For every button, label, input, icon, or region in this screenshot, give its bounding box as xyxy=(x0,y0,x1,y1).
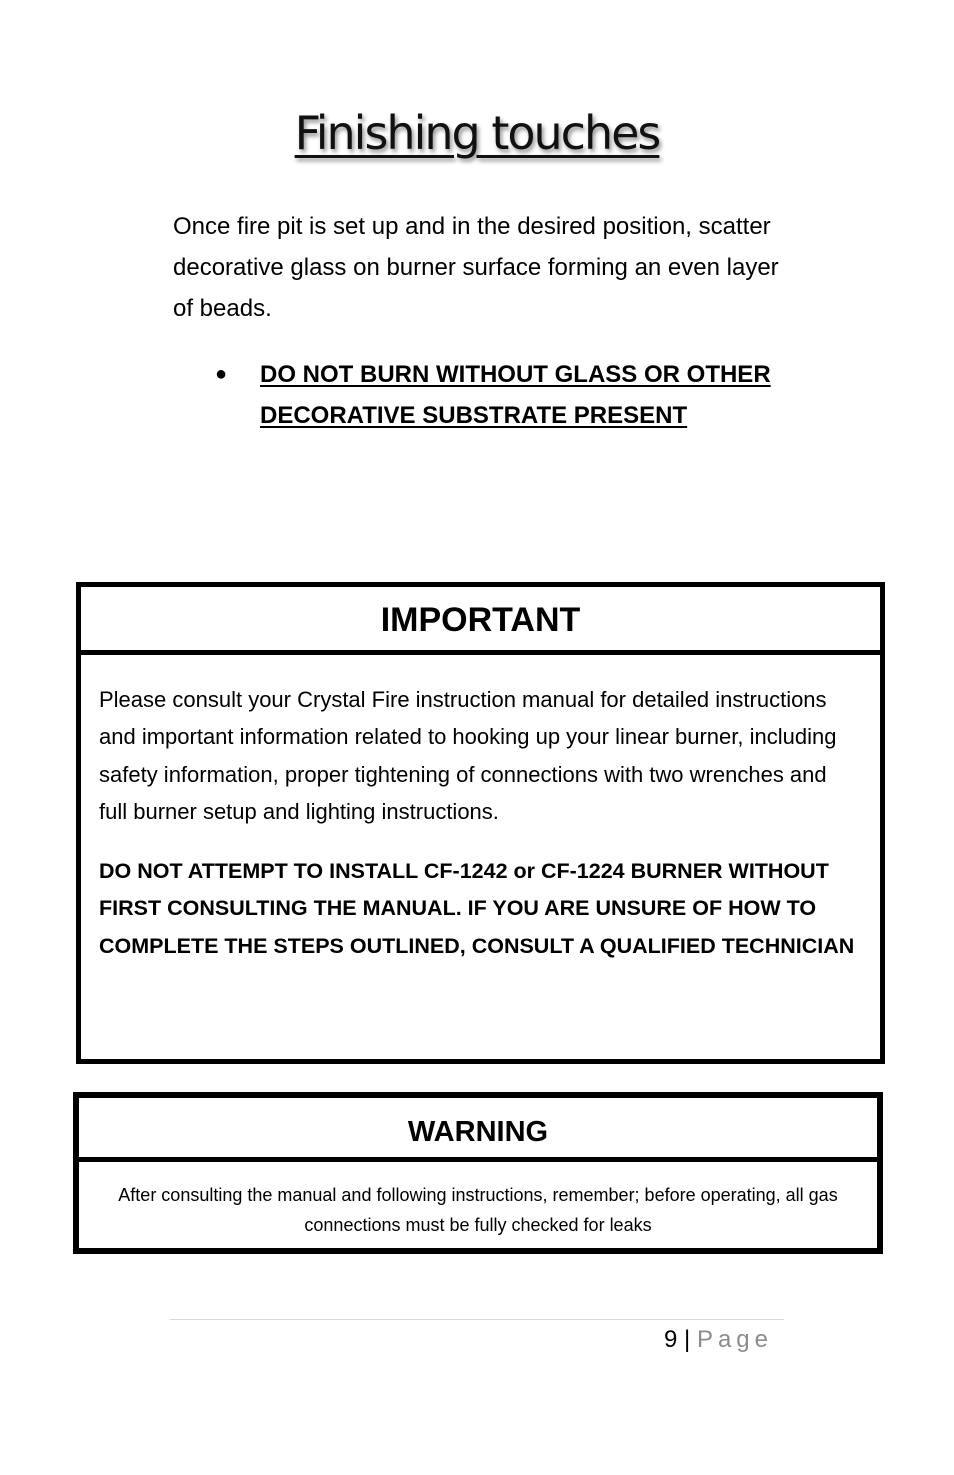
intro-paragraph: Once fire pit is set up and in the desired position, scatter decorative glass on burner surface forming an even layer of beads. xyxy=(173,213,779,322)
important-paragraph: Please consult your Crystal Fire instruction manual for detailed instructions and important information related to hooking up your linear burner, including safety information, proper tightening of connections with two wrenches and full burner setup and lighting instructions. xyxy=(99,687,837,824)
important-body xyxy=(81,655,880,965)
warning-text: After consulting the manual and following instructions, remember; before operating, all gas connections must be fully checked for leaks xyxy=(118,1185,838,1235)
list-item xyxy=(215,354,815,436)
page-number-value: 9 xyxy=(664,1326,678,1353)
important-box xyxy=(76,582,885,1064)
page-title: Finishing touches xyxy=(294,106,660,160)
bullet-icon: ● xyxy=(215,363,228,385)
page-number-separator: | xyxy=(684,1326,691,1353)
bullet-text: DO NOT BURN WITHOUT GLASS OR OTHER DECORATIVE SUBSTRATE PRESENT xyxy=(260,361,771,429)
warning-box xyxy=(73,1092,883,1254)
page-number xyxy=(664,1324,773,1356)
important-bold-paragraph: DO NOT ATTEMPT TO INSTALL CF-1242 or CF-1224 BURNER WITHOUT FIRST CONSULTING THE MANUAL. IF YOU ARE UNSURE OF HOW TO COMPLETE THE STEPS OUTLINED, CONSULT A QUALIFIED TECHNICIAN xyxy=(99,859,855,958)
footer-divider xyxy=(170,1319,784,1320)
important-heading: IMPORTANT xyxy=(81,587,880,655)
warning-heading: WARNING xyxy=(79,1098,877,1162)
bullet-list xyxy=(215,354,815,436)
page-word: Page xyxy=(696,1326,773,1353)
